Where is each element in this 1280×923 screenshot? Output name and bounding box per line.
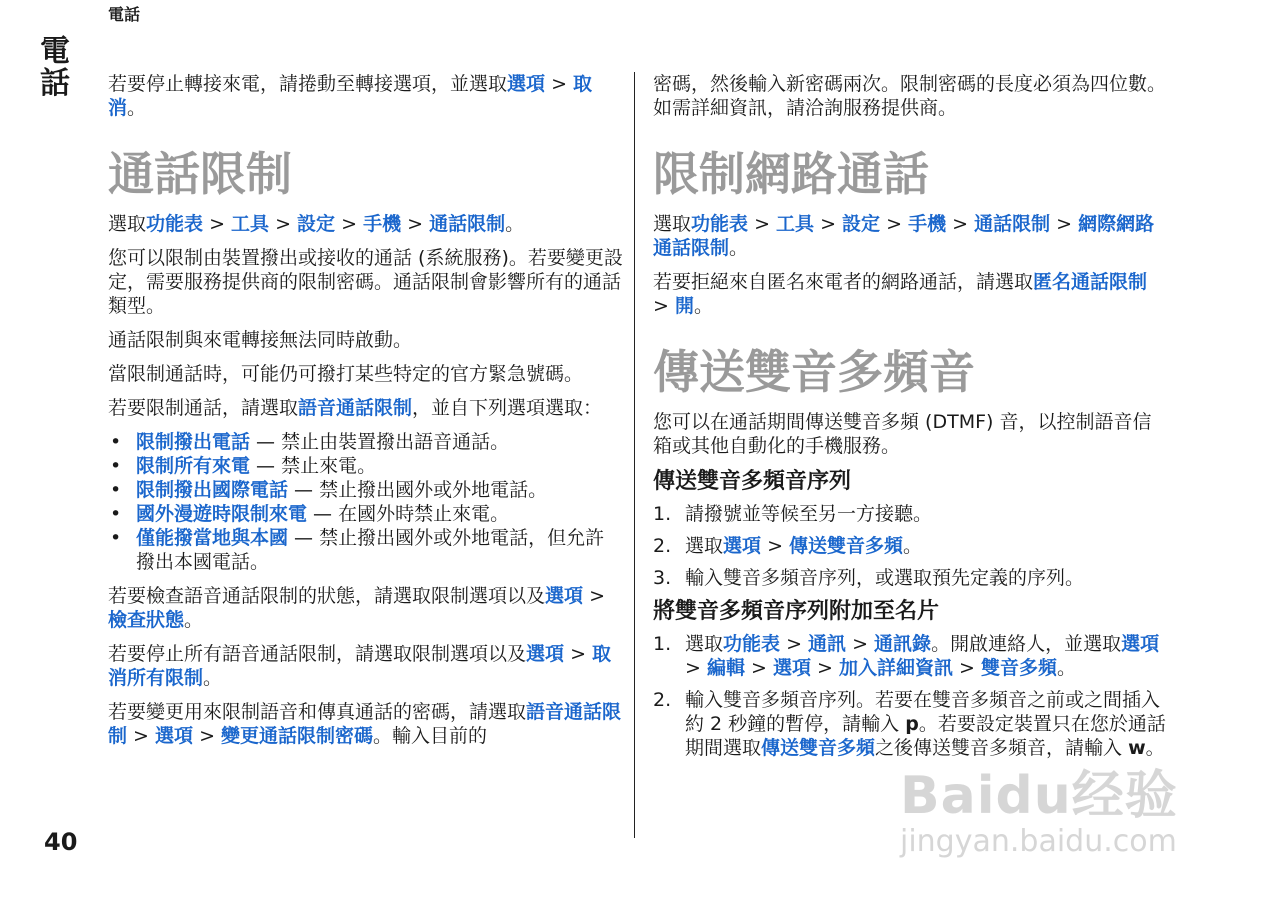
list-item: • 國外漫遊時限制來電 — 在國外時禁止來電。 bbox=[108, 502, 623, 526]
link-dtmf[interactable]: 雙音多頻 bbox=[981, 657, 1058, 679]
link-voice-call-barring[interactable]: 語音通話限制 bbox=[298, 397, 413, 419]
link-contacts[interactable]: 通訊錄 bbox=[874, 633, 932, 655]
link-call-barring[interactable]: 通話限制 bbox=[429, 213, 506, 235]
heading-internet-call-barring: 限制網路通話 bbox=[653, 147, 929, 201]
link-options[interactable]: 選項 bbox=[723, 535, 762, 557]
list-item: • 限制撥出國際電話 — 禁止撥出國外或外地電話。 bbox=[108, 478, 623, 502]
running-head: 電話 bbox=[108, 5, 141, 24]
link-option[interactable]: 限制撥出電話 bbox=[136, 431, 251, 453]
steps-attach-dtmf bbox=[653, 632, 1168, 760]
left-column bbox=[108, 72, 623, 758]
paragraph-barring-intro: 您可以限制由裝置撥出或接收的通話 (系統服務)。若要變更設定，需要服務提供商的限制密碼。通話限制會影響所有的通話類型。 bbox=[108, 247, 623, 317]
link-option[interactable]: 僅能撥當地與本國 bbox=[136, 527, 289, 549]
link-edit[interactable]: 編輯 bbox=[706, 657, 745, 679]
paragraph-anonymous-barring: 若要拒絕來自匿名來電者的網路通話，請選取匿名通話限制 > 開。 bbox=[653, 271, 1148, 317]
link-options[interactable]: 選項 bbox=[526, 643, 565, 665]
watermark bbox=[900, 768, 1178, 860]
link-voice-call-barring[interactable]: 語音通話限制 bbox=[108, 701, 622, 747]
paragraph-cancel-forwarding: 若要停止轉接來電，請捲動至轉接選項，並選取選項 > 取消。 bbox=[108, 73, 593, 119]
paragraph-cancel-all: 若要停止所有語音通話限制，請選取限制選項以及選項 > 取消所有限制。 bbox=[108, 643, 612, 689]
paragraph-dtmf-intro: 您可以在通話期間傳送雙音多頻 (DTMF) 音，以控制語音信箱或其他自動化的手機服務。 bbox=[653, 411, 1152, 457]
list-item: • 限制所有來電 — 禁止來電。 bbox=[108, 454, 623, 478]
list-item: • 限制撥出電話 — 禁止由裝置撥出語音通話。 bbox=[108, 430, 623, 454]
link-change-barring-password[interactable]: 變更通話限制密碼 bbox=[221, 725, 374, 747]
link-options[interactable]: 選項 bbox=[507, 73, 546, 95]
watermark-logo: Baidu经验 bbox=[900, 766, 1178, 826]
link-on[interactable]: 開 bbox=[674, 295, 694, 317]
key-p: p bbox=[905, 713, 919, 735]
link-options[interactable]: 選項 bbox=[1121, 633, 1160, 655]
link-tools[interactable]: 工具 bbox=[776, 213, 815, 235]
barring-options-list bbox=[108, 430, 623, 574]
link-phone[interactable]: 手機 bbox=[908, 213, 947, 235]
heading-call-barring: 通話限制 bbox=[108, 147, 292, 201]
link-tools[interactable]: 工具 bbox=[231, 213, 270, 235]
link-cancel[interactable]: 取消 bbox=[108, 73, 593, 119]
key-w: w bbox=[1128, 737, 1146, 759]
list-item: • 僅能撥當地與本國 — 禁止撥出國外或外地電話，但允許撥出本國電話。 bbox=[108, 526, 623, 574]
paragraph-check-status: 若要檢查語音通話限制的狀態，請選取限制選項以及選項 > 檢查狀態。 bbox=[108, 585, 605, 631]
link-settings[interactable]: 設定 bbox=[842, 213, 881, 235]
link-menu[interactable]: 功能表 bbox=[146, 213, 204, 235]
subheading-send-dtmf-sequence: 傳送雙音多頻音序列 bbox=[653, 469, 852, 494]
link-add-detail[interactable]: 加入詳細資訊 bbox=[839, 657, 954, 679]
paragraph-barring-conflict: 通話限制與來電轉接無法同時啟動。 bbox=[108, 329, 413, 351]
link-option[interactable]: 限制所有來電 bbox=[136, 455, 251, 477]
paragraph-internet-menu-path: 選取功能表 > 工具 > 設定 > 手機 > 通話限制 > 網際網路通話限制。 bbox=[653, 213, 1155, 259]
steps-send-dtmf bbox=[653, 502, 1168, 590]
link-option[interactable]: 限制撥出國際電話 bbox=[136, 479, 289, 501]
paragraph-menu-path: 選取功能表 > 工具 > 設定 > 手機 > 通話限制。 bbox=[108, 213, 525, 235]
link-send-dtmf[interactable]: 傳送雙音多頻 bbox=[761, 737, 876, 759]
link-call-barring[interactable]: 通話限制 bbox=[974, 213, 1051, 235]
list-item: 1. 選取功能表 > 通訊 > 通訊錄。開啟連絡人，並選取選項 > 編輯 > 選項 > 加入詳細資訊 > 雙音多頻。 bbox=[653, 633, 1160, 679]
link-internet-call-barring[interactable]: 網際網路通話限制 bbox=[653, 213, 1155, 259]
link-options[interactable]: 選項 bbox=[545, 585, 584, 607]
right-column bbox=[653, 72, 1168, 768]
link-options[interactable]: 選項 bbox=[155, 725, 194, 747]
watermark-url: jingyan.baidu.com bbox=[900, 824, 1177, 859]
heading-send-dtmf: 傳送雙音多頻音 bbox=[653, 345, 975, 399]
page-number: 40 bbox=[44, 828, 78, 856]
link-menu[interactable]: 功能表 bbox=[723, 633, 781, 655]
paragraph-change-password: 若要變更用來限制語音和傳真通話的密碼，請選取語音通話限制 > 選項 > 變更通話限制密碼。輸入目前的 bbox=[108, 701, 622, 747]
column-divider bbox=[634, 72, 635, 838]
link-option[interactable]: 國外漫遊時限制來電 bbox=[136, 503, 308, 525]
paragraph-select-voice-barring: 若要限制通話，請選取語音通話限制，並自下列選項選取： bbox=[108, 397, 603, 419]
link-communications[interactable]: 通訊 bbox=[808, 633, 847, 655]
link-options[interactable]: 選項 bbox=[772, 657, 811, 679]
paragraph-emergency-note: 當限制通話時，可能仍可撥打某些特定的官方緊急號碼。 bbox=[108, 363, 584, 385]
list-item: 2. 輸入雙音多頻音序列。若要在雙音多頻音之前或之間插入約 2 秒鐘的暫停，請輸入 p。若要設定裝置只在您於通話期間選取傳送雙音多頻之後傳送雙音多頻音，請輸入 w。 bbox=[653, 689, 1166, 759]
link-send-dtmf[interactable]: 傳送雙音多頻 bbox=[789, 535, 904, 557]
section-side-tab: 電話 bbox=[40, 34, 70, 101]
list-item: 2. 選取選項 > 傳送雙音多頻。 bbox=[653, 535, 923, 557]
paragraph-password-continued: 密碼，然後輸入新密碼兩次。限制密碼的長度必須為四位數。如需詳細資訊，請洽詢服務提供商。 bbox=[653, 73, 1167, 119]
subheading-attach-dtmf: 將雙音多頻音序列附加至名片 bbox=[653, 599, 940, 624]
link-cancel-all-barrings[interactable]: 取消所有限制 bbox=[108, 643, 612, 689]
list-item: 1. 請撥號並等候至另一方接聽。 bbox=[653, 503, 933, 525]
link-settings[interactable]: 設定 bbox=[297, 213, 336, 235]
link-menu[interactable]: 功能表 bbox=[691, 213, 749, 235]
link-phone[interactable]: 手機 bbox=[363, 213, 402, 235]
list-item: 3. 輸入雙音多頻音序列，或選取預先定義的序列。 bbox=[653, 567, 1085, 589]
link-check-status[interactable]: 檢查狀態 bbox=[108, 609, 185, 631]
link-anonymous-call-barring[interactable]: 匿名通話限制 bbox=[1033, 271, 1148, 293]
